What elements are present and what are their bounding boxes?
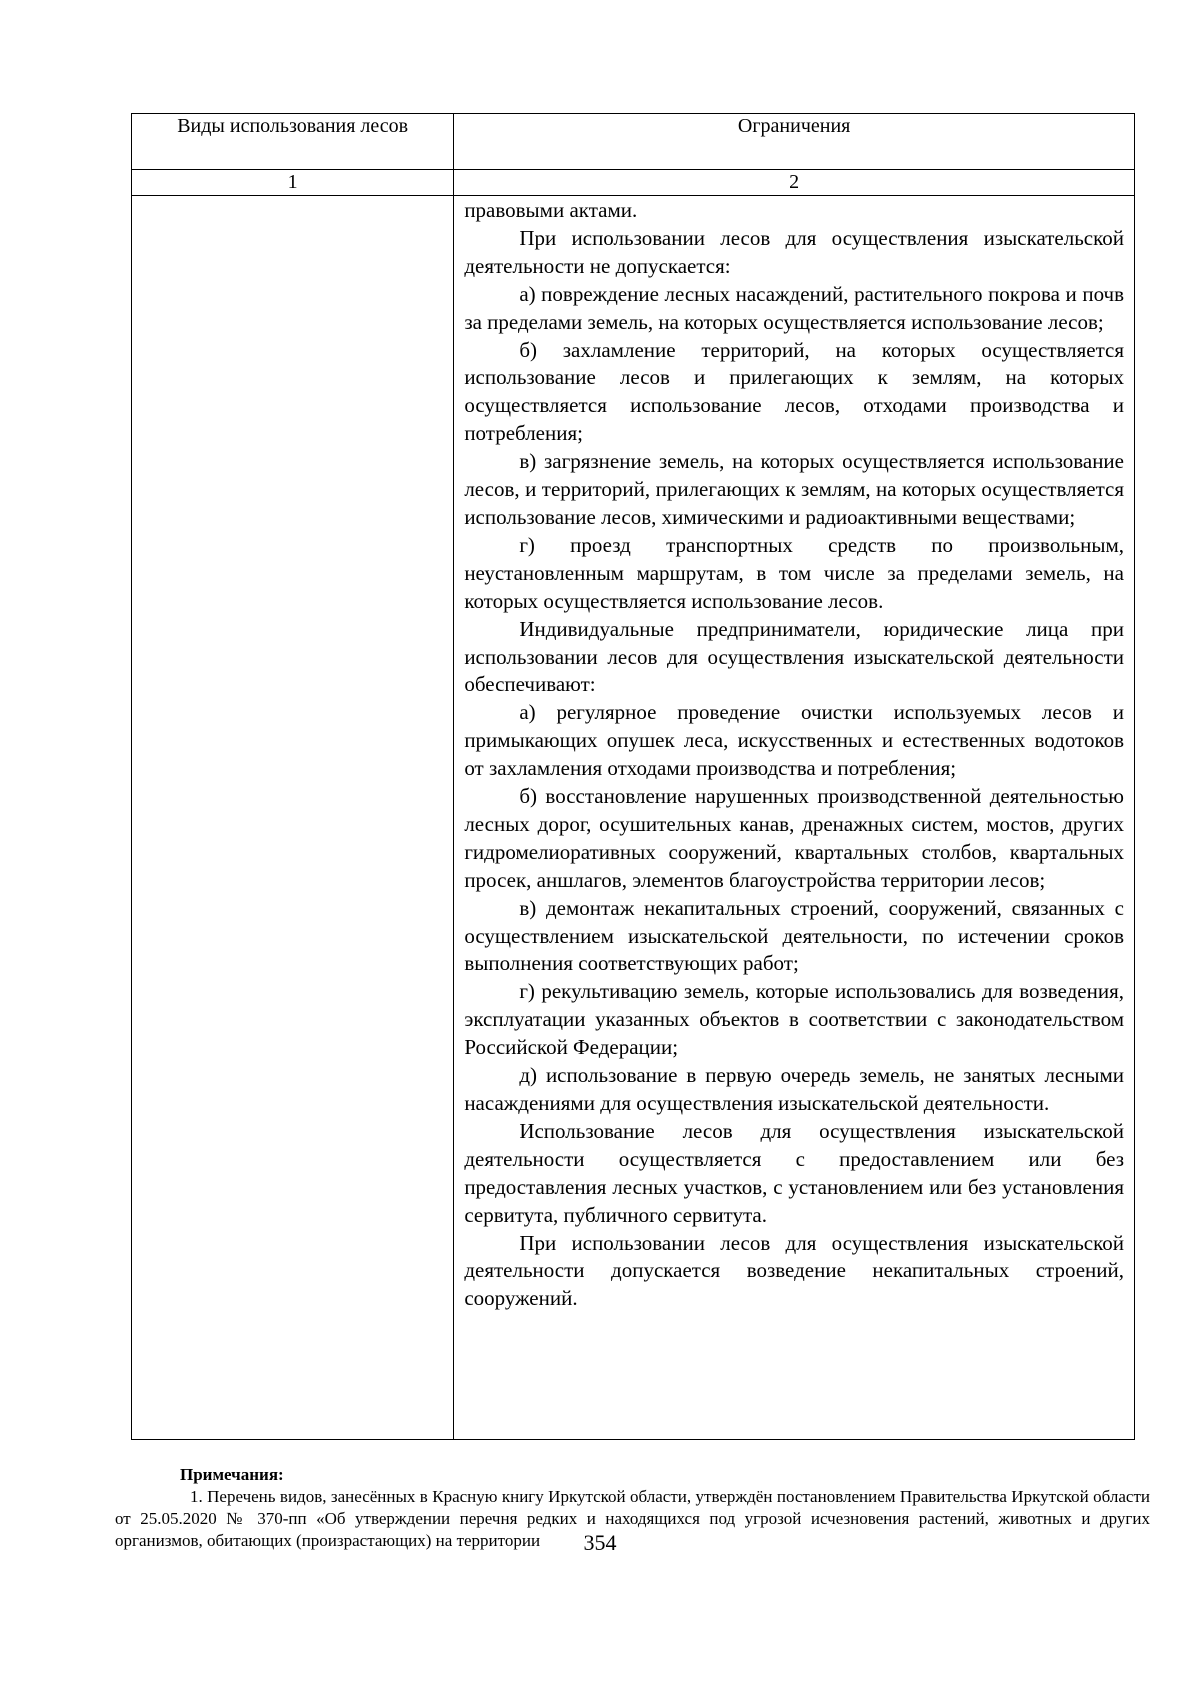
paragraph: г) проезд транспортных средств по произвольным, неустановленным маршрутам, в том числе за пределами земель, на которых осуществляется использование лесов. [464,532,1124,613]
restrictions-text [454,196,1134,1315]
table-header-row [132,114,1135,170]
paragraph: правовыми актами. [464,198,638,222]
paragraph: Использование лесов для осуществления изыскательской деятельности осуществляется с предоставлением или без предоставления лесных участков, с установлением или без установления сервитута, публичного сервитута. [464,1118,1124,1227]
paragraph: Индивидуальные предприниматели, юридические лица при использовании лесов для осуществления изыскательской деятельности обеспечивают: [464,616,1124,697]
paragraph: а) регулярное проведение очистки используемых лесов и примыкающих опушек леса, искусственных и естественных водотоков от захламления отходами производства и потребления; [464,700,1124,781]
header-col2-text: Ограничения [737,115,851,137]
paragraph: При использовании лесов для осуществления изыскательской деятельности не допускается: [464,225,1124,278]
paragraph: в) демонтаж некапитальных строений, сооружений, связанных с осуществлением изыскательской деятельности, по истечении сроков выполнения соответствующих работ; [464,895,1124,976]
paragraph: г) рекультивацию земель, которые использовались для возведения, эксплуатации указанных объектов в соответствии с законодательством Российской Федерации; [464,979,1124,1060]
forest-use-type-cell [132,196,454,1440]
paragraph: а) повреждение лесных насаждений, растительного покрова и почв за пределами земель, на которых осуществляется использование лесов; [464,281,1124,334]
paragraph: б) восстановление нарушенных производственной деятельностью лесных дорог, осушительных канав, дренажных систем, мостов, других гидромелиоративных сооружений, квартальных столбов, квартальных просек, аншлагов, элементов благоустройства территории лесов; [464,784,1124,892]
note-text: 1. Перечень видов, занесённых в Красную книгу Иркутской области, утверждён постановлением Правительства Иркутской области от 25.05.2020 № 370-пп «Об утверждении перечня редких и находящихся под угрозой исчезновения растений, животных и других организмов, обитающих (произрастающих) на территории [115,1487,1150,1550]
paragraph: д) использование в первую очередь земель, не занятых лесными насаждениями для осуществления изыскательской деятельности. [464,1063,1124,1115]
table-row [132,196,1135,1440]
column-number-1: 1 [132,170,454,196]
paragraph: б) захламление территорий, на которых осуществляется использование лесов и прилегающих к землям, на которых осуществляется использование лесов, отходами производства и потребления; [464,337,1124,446]
header-col1-text: Виды использования лесов [177,115,409,137]
paragraph: При использовании лесов для осуществления изыскательской деятельности допускается возведение некапитальных строений, сооружений. [464,1230,1124,1311]
notes-title: Примечания: [180,1465,284,1484]
page-number: 354 [583,1530,617,1555]
restrictions-table [131,113,1135,1440]
header-forest-use-types [132,114,454,170]
paragraph: в) загрязнение земель, на которых осуществляется использование лесов, и территорий, прилегающих к землям, на которых осуществляется использование лесов, химическими и радиоактивными веществами; [464,449,1124,529]
table-number-row [132,170,1135,196]
header-restrictions [454,114,1135,170]
column-number-2: 2 [454,170,1135,196]
restrictions-cell [454,196,1135,1440]
